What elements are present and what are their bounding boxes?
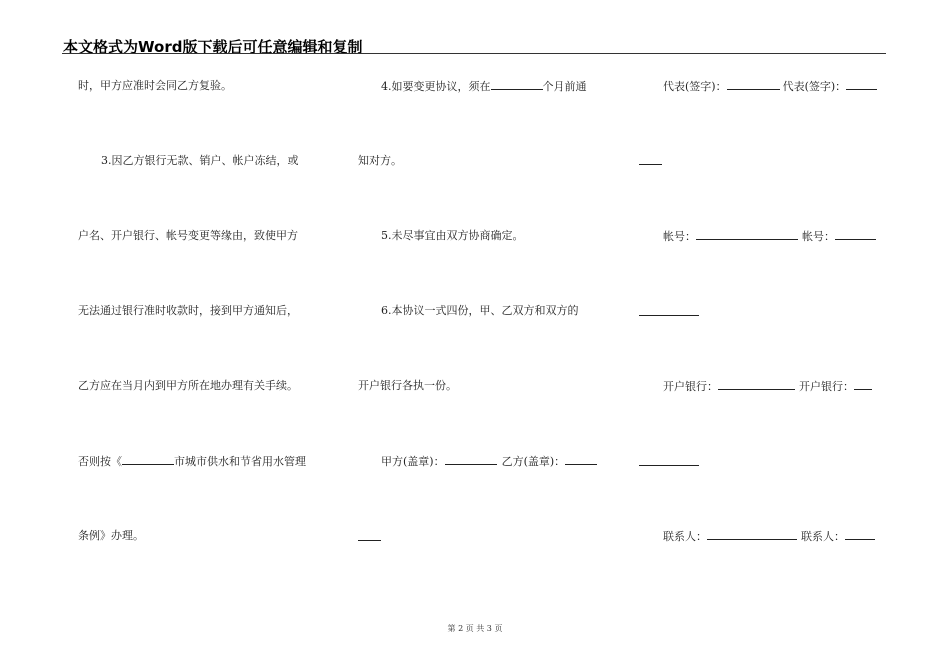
account-b-label: 帐号： <box>802 230 835 243</box>
bank-b-label: 开户银行： <box>799 380 854 393</box>
col3-line-1 <box>663 79 877 94</box>
party-b-seal-blank <box>565 454 597 465</box>
col3-line-4-blank <box>639 315 699 316</box>
contact-a-blank <box>707 529 797 540</box>
col3-line-6-blank <box>639 465 699 466</box>
account-a-label: 帐号： <box>663 230 696 243</box>
contact-a-label: 联系人： <box>663 530 707 543</box>
account-b-blank <box>835 229 876 240</box>
bank-a-blank <box>718 379 795 390</box>
col2-line-5: 开户银行各执一份。 <box>358 379 457 392</box>
col2-line-1-suffix: 个月前通 <box>542 80 587 93</box>
col1-line-1: 时，甲方应准时会同乙方复验。 <box>78 79 232 92</box>
col2-line-4: 6.本协议一式四份，甲、乙双方和双方的 <box>381 304 579 317</box>
col3-line-5 <box>663 379 872 394</box>
col1-line-7: 条例》办理。 <box>78 529 144 542</box>
col2-line-7-blank <box>358 540 381 541</box>
col2-line-2: 知对方。 <box>358 154 402 167</box>
col3-line-3 <box>663 229 876 244</box>
city-name-blank <box>122 454 174 465</box>
header-divider <box>62 53 886 54</box>
bank-a-label: 开户银行： <box>663 380 718 393</box>
col1-line-6-suffix: 市城市供水和节省用水管理 <box>174 455 306 468</box>
col1-line-6 <box>78 454 306 469</box>
col3-line-2-blank <box>639 164 662 165</box>
col1-line-2: 3.因乙方银行无款、销户、帐户冻结，或 <box>101 154 299 167</box>
col2-line-6 <box>381 454 597 469</box>
document-header-title: 本文格式为Word版下载后可任意编辑和复制 <box>63 38 363 56</box>
party-b-seal-label: 乙方(盖章)： <box>501 455 566 468</box>
contact-b-blank <box>845 529 875 540</box>
contact-b-label: 联系人： <box>801 530 845 543</box>
bank-b-blank <box>854 379 872 390</box>
rep-b-label: 代表(签字)： <box>782 80 847 93</box>
col1-line-6-prefix: 否则按《 <box>78 455 122 468</box>
col2-line-1-prefix: 4.如要变更协议，须在 <box>381 80 491 93</box>
party-a-seal-label: 甲方(盖章)： <box>381 455 445 468</box>
party-a-seal-blank <box>445 454 497 465</box>
col1-line-5: 乙方应在当月内到甲方所在地办理有关手续。 <box>78 379 298 392</box>
months-blank <box>491 79 543 90</box>
col1-line-3: 户名、开户银行、帐号变更等缘由，致使甲方 <box>78 229 298 242</box>
col3-line-7 <box>663 529 875 544</box>
rep-b-blank <box>846 79 877 90</box>
account-a-blank <box>696 229 798 240</box>
col2-line-1 <box>381 79 587 94</box>
rep-a-label: 代表(签字)： <box>663 80 727 93</box>
col2-line-3: 5.未尽事宜由双方协商确定。 <box>381 229 524 242</box>
rep-a-blank <box>727 79 780 90</box>
col1-line-4: 无法通过银行准时收款时，接到甲方通知后， <box>78 304 298 317</box>
page-number: 第 2 页 共 3 页 <box>447 624 503 633</box>
